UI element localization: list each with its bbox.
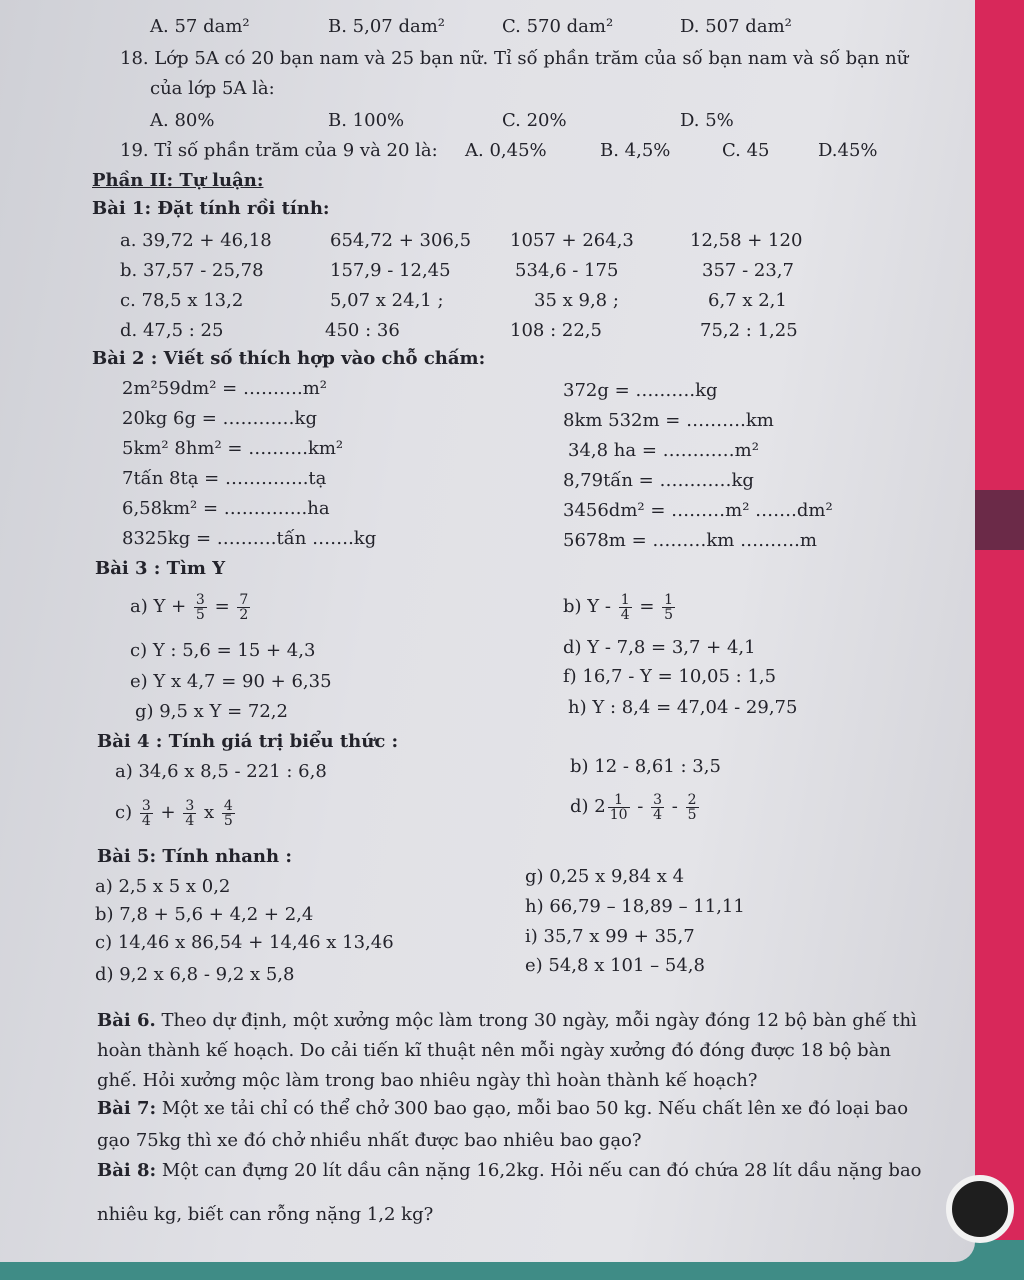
bai2-right-item: 8,79tấn = …………kg: [563, 470, 754, 491]
bai1-cell: 157,9 - 12,45: [330, 260, 451, 281]
fraction: $\frac{7}{2}$: [239, 591, 249, 623]
q18-text: 18. Lớp 5A có 20 bạn nam và 25 bạn nữ. Tỉ số phần trăm của số bạn nam và số bạn nữ: [120, 48, 909, 69]
bai3-b-prefix: b) Y -: [563, 596, 611, 617]
fraction: $\frac{1}{10}$: [609, 791, 628, 823]
q17-option-b: B. 5,07 dam²: [328, 16, 446, 37]
fraction: $\frac{3}{4}$: [185, 797, 195, 829]
q18-text-2: của lớp 5A là:: [150, 78, 275, 99]
bai1-cell: c. 78,5 x 13,2: [120, 290, 244, 311]
bai5-right-item: e) 54,8 x 101 – 54,8: [525, 955, 705, 976]
bai1-title: Bài 1: Đặt tính rồi tính:: [92, 198, 330, 219]
bai2-left-item: 6,58km² = …………..ha: [122, 498, 330, 519]
bai5-right-item: h) 66,79 – 18,89 – 11,11: [525, 896, 745, 917]
bai2-right-item: 372g = ……….kg: [563, 380, 718, 401]
bai2-right-item: 8km 532m = ……….km: [563, 410, 774, 431]
bai5-left-item: c) 14,46 x 86,54 + 14,46 x 13,46: [95, 932, 394, 953]
bai3-item-d: d) Y - 7,8 = 3,7 + 4,1: [563, 637, 756, 658]
bai3-title: Bài 3 : Tìm Y: [95, 558, 226, 579]
fraction: $\frac{2}{5}$: [687, 791, 697, 823]
bai5-title: Bài 5: Tính nhanh :: [97, 846, 293, 867]
bai5-left-item: d) 9,2 x 6,8 - 9,2 x 5,8: [95, 964, 295, 985]
part2-heading: Phần II: Tự luận:: [92, 170, 264, 191]
q19-option-d: D.45%: [818, 140, 878, 161]
bai1-cell: a. 39,72 + 46,18: [120, 230, 272, 251]
bai3-item-f: f) 16,7 - Y = 10,05 : 1,5: [563, 666, 777, 687]
q17-option-d: D. 507 dam²: [680, 16, 792, 37]
bai1-cell: 450 : 36: [325, 320, 400, 341]
bai4-item-d: d) 2 $\frac{1}{10}$ - $\frac{3}{4}$ - $\frac{2}{5}$: [570, 791, 697, 823]
fraction: $\frac{3}{4}$: [141, 797, 151, 829]
bai3-item-a: a) Y + $\frac{3}{5}$ = $\frac{7}{2}$: [130, 591, 249, 623]
bai2-left-item: 5km² 8hm² = ……….km²: [122, 438, 344, 459]
bai3-item-g: g) 9,5 x Y = 72,2: [135, 701, 288, 722]
bai2-title: Bài 2 : Viết số thích hợp vào chỗ chấm:: [92, 348, 486, 369]
bai1-cell: 5,07 x 24,1 ;: [330, 290, 444, 311]
bai1-cell: 534,6 - 175: [515, 260, 619, 281]
bai2-right-item: 3456dm² = ………m² …….dm²: [563, 500, 833, 521]
bai1-cell: 75,2 : 1,25: [700, 320, 798, 341]
bai8-line-1: Bài 8: Một can đựng 20 lít dầu cân nặng 16,2kg. Hỏi nếu can đó chứa 28 lít dầu nặng bao: [97, 1160, 922, 1181]
bai1-cell: 1057 + 264,3: [510, 230, 634, 251]
bai3-item-c: c) Y : 5,6 = 15 + 4,3: [130, 640, 316, 661]
bai1-cell: b. 37,57 - 25,78: [120, 260, 264, 281]
bai5-right-item: g) 0,25 x 9,84 x 4: [525, 866, 685, 887]
fraction: $\frac{4}{5}$: [223, 797, 233, 829]
bai2-left-item: 7tấn 8tạ = …………..tạ: [122, 468, 327, 489]
fraction: $\frac{1}{4}$: [620, 591, 630, 623]
bai5-right-item: i) 35,7 x 99 + 35,7: [525, 926, 695, 947]
bai1-cell: 35 x 9,8 ;: [534, 290, 619, 311]
q17-option-c: C. 570 dam²: [502, 16, 614, 37]
bai2-left-item: 20kg 6g = …………kg: [122, 408, 317, 429]
bai7-line-2: gạo 75kg thì xe đó chở nhiều nhất được bao nhiêu bao gạo?: [97, 1130, 642, 1151]
bai3-item-b: b) Y - $\frac{1}{4}$ = $\frac{1}{5}$: [563, 591, 674, 623]
q19-option-c: C. 45: [722, 140, 770, 161]
q18-option-b: B. 100%: [328, 110, 405, 131]
bai4-item-b: b) 12 - 8,61 : 3,5: [570, 756, 721, 777]
q19-option-b: B. 4,5%: [600, 140, 671, 161]
q18-option-d: D. 5%: [680, 110, 734, 131]
bai3-item-e: e) Y x 4,7 = 90 + 6,35: [130, 671, 332, 692]
ring-object: [946, 1175, 1014, 1243]
bai2-right-item: 5678m = ………km ……….m: [563, 530, 817, 551]
fraction: $\frac{1}{5}$: [664, 591, 674, 623]
bai1-cell: 12,58 + 120: [690, 230, 803, 251]
bai6-line-3: ghế. Hỏi xưởng mộc làm trong bao nhiêu ngày thì hoàn thành kế hoạch?: [97, 1070, 758, 1091]
bai3-item-h: h) Y : 8,4 = 47,04 - 29,75: [568, 697, 798, 718]
bai4-item-a: a) 34,6 x 8,5 - 221 : 6,8: [115, 761, 327, 782]
bai5-left-item: a) 2,5 x 5 x 0,2: [95, 876, 231, 897]
fraction: $\frac{3}{5}$: [195, 591, 205, 623]
q19-text: 19. Tỉ số phần trăm của 9 và 20 là:: [120, 140, 438, 161]
fraction: $\frac{3}{4}$: [653, 791, 663, 823]
bai1-cell: 6,7 x 2,1: [708, 290, 787, 311]
bai8-line-2: nhiêu kg, biết can rỗng nặng 1,2 kg?: [97, 1204, 434, 1225]
bai1-cell: d. 47,5 : 25: [120, 320, 224, 341]
bai5-left-item: b) 7,8 + 5,6 + 4,2 + 2,4: [95, 904, 314, 925]
bai3-a-prefix: a) Y +: [130, 596, 187, 617]
q18-option-c: C. 20%: [502, 110, 567, 131]
q18-option-a: A. 80%: [150, 110, 215, 131]
bai6-line-2: hoàn thành kế hoạch. Do cải tiến kĩ thuật nên mỗi ngày xưởng đó đóng được 18 bộ bàn: [97, 1040, 891, 1061]
bai1-cell: 357 - 23,7: [702, 260, 794, 281]
bai7-line-1: Bài 7: Một xe tải chỉ có thể chở 300 bao gạo, mỗi bao 50 kg. Nếu chất lên xe đó loại bao: [97, 1098, 909, 1119]
q19-option-a: A. 0,45%: [465, 140, 547, 161]
bai1-cell: 108 : 22,5: [510, 320, 602, 341]
bai1-cell: 654,72 + 306,5: [330, 230, 472, 251]
q17-option-a: A. 57 dam²: [150, 16, 250, 37]
bai2-left-item: 2m²59dm² = ……….m²: [122, 378, 327, 399]
bai4-item-c: c) $\frac{3}{4}$ + $\frac{3}{4}$ x $\frac{4}{5}$: [115, 797, 233, 829]
bai2-left-item: 8325kg = ……….tấn …….kg: [122, 528, 377, 549]
bai2-right-item: 34,8 ha = …………m²: [568, 440, 759, 461]
bai4-title: Bài 4 : Tính giá trị biểu thức :: [97, 731, 399, 752]
bai6-line-1: Bài 6. Theo dự định, một xưởng mộc làm trong 30 ngày, mỗi ngày đóng 12 bộ bàn ghế thì: [97, 1010, 917, 1031]
